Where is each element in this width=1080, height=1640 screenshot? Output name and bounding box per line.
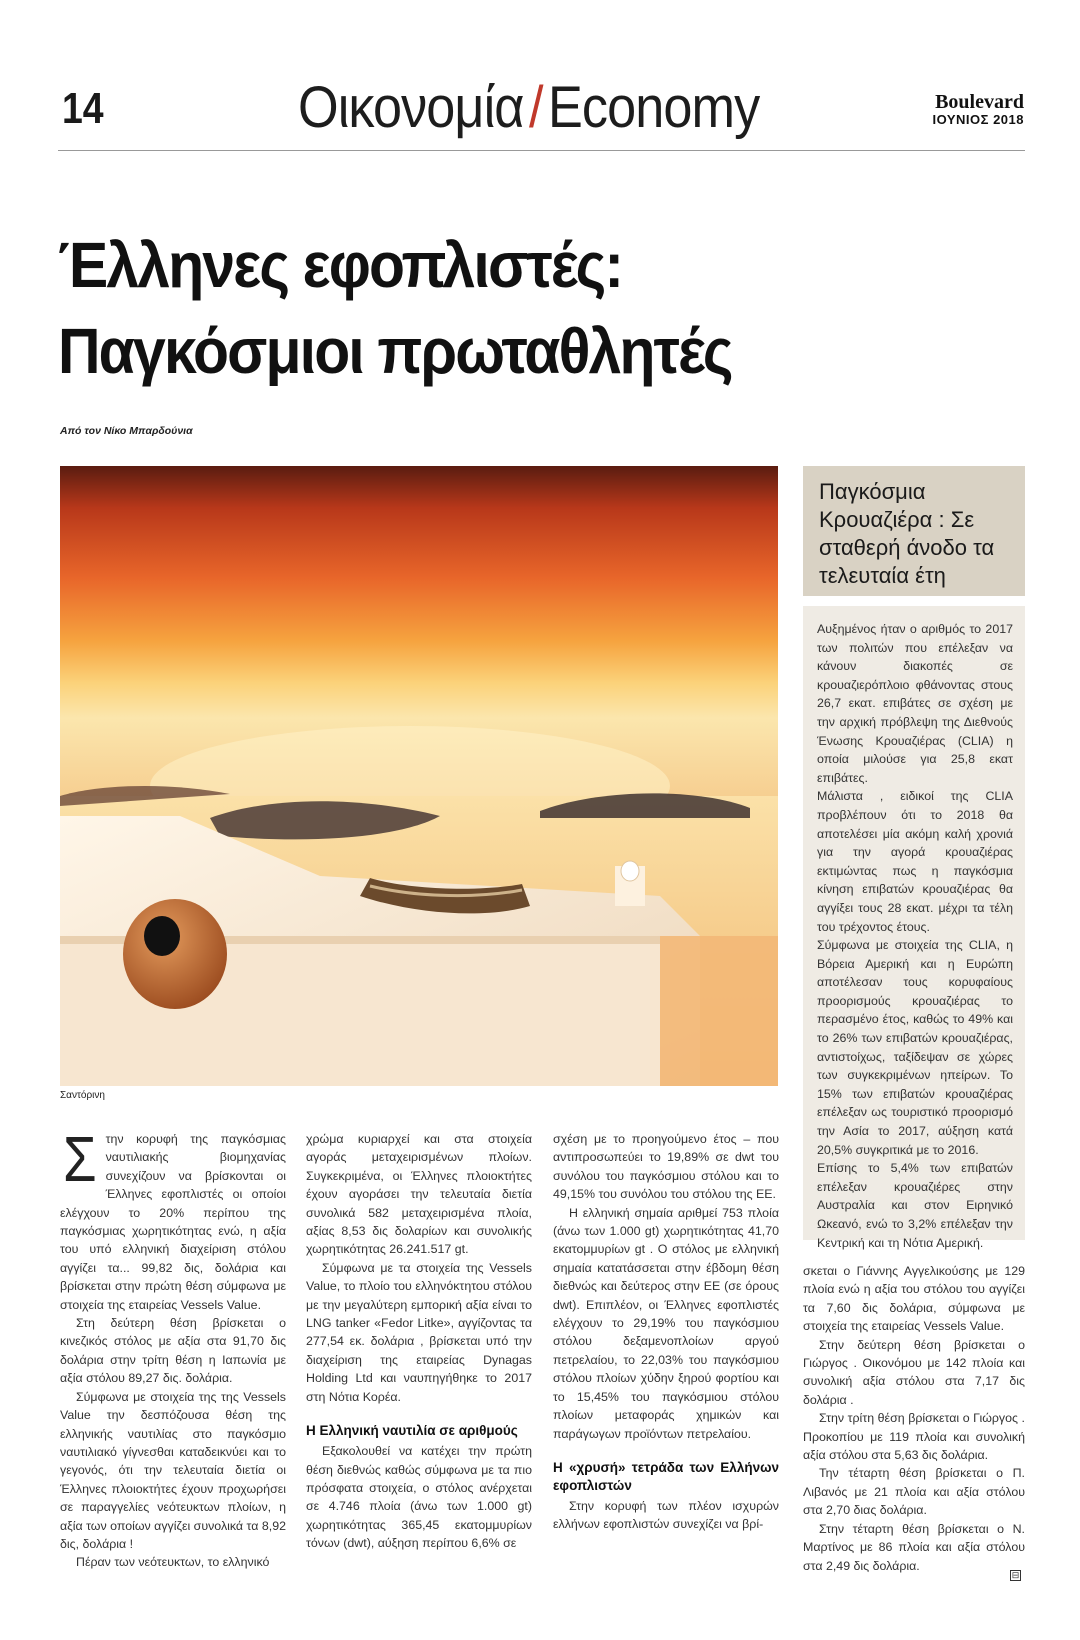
subheading: Η «χρυσή» τετράδα των Ελλήνων εφοπλιστών bbox=[553, 1459, 779, 1493]
body-paragraph: σκεται ο Γιάννης Αγγελικούσης με 129 πλοία ενώ η αξία του στόλου του αγγίζει τα 7,60 δις δολάρια, σύμφωνα με στοιχεία της εταιρείας Vessels Value. bbox=[803, 1264, 1025, 1334]
subheading: Η Ελληνική ναυτιλία σε αριθμούς bbox=[306, 1423, 518, 1439]
amphora bbox=[123, 899, 227, 1009]
end-of-article-icon: ⊟ bbox=[1011, 1570, 1020, 1580]
body-paragraph: Στη δεύτερη θέση βρίσκεται ο κινεζικός στόλος με αξία στα 91,70 δις δολάρια στην τρίτη θέση η Ιαπωνία με αξία στόλου 89,27 δις. δολάρια. bbox=[60, 1316, 286, 1386]
sidebar-paragraph: Επίσης το 5,4% των επιβατών επέλεξαν κρουαζιέρες στην Αυστραλία και στον Ειρηνικό Ωκεανό, ενώ το 3,2% επέλεξαν την Κεντρική και τη Νότια Αμερική. bbox=[817, 1161, 1013, 1250]
article-column-4 bbox=[803, 1262, 1025, 1575]
body-paragraph: Εξακολουθεί να κατέχει την πρώτη θέση διεθνώς καθώς σύμφωνα με τα πιο πρόσφατα στοιχεία, ο στόλος ανέρχεται σε 4.746 πλοία (άνω των 1.000 gt) χωρητικότητας 365,45 εκατομμυρίων τόνων (dwt), αύξηση περίπου 6,6% σε bbox=[306, 1444, 532, 1551]
brand-logo: Boulevard bbox=[935, 91, 1024, 113]
drop-cap: Σ bbox=[62, 1123, 97, 1195]
body-paragraph: Στην δεύτερη θέση βρίσκεται ο Γιώργος . Οικονόμου με 142 πλοία και συνολική αξία στόλου στα 7,17 δις δολάρια . bbox=[803, 1337, 1025, 1407]
headline-line-2: Παγκόσμιοι πρωταθλητές bbox=[58, 315, 732, 387]
article-column-1 bbox=[60, 1123, 286, 1572]
brand-block bbox=[933, 92, 1024, 127]
section-title bbox=[298, 74, 759, 141]
body-paragraph: σχέση με το προηγούμενο έτος – που αντιπροσωπεύει το 19,89% σε dwt του συνόλου του παγκόσμιου στόλου και το 49,15% του συνόλου του στόλου της ΕΕ. bbox=[553, 1132, 779, 1202]
body-paragraph: Σύμφωνα με τα στοιχεία της Vessels Value, το πλοίο του ελληνόκτητου στόλου με την μεγαλύτερη εμπορική αξία είναι το LNG tanker «Fedor Litke», αγγίζοντας τα 277,54 εκ. δολάρια , βρίσκεται υπό την διαχείριση της εταιρείας Dynagas Holding Ltd και ναυπηγήθηκε το 2017 στη Νότια Κορέα. bbox=[306, 1260, 532, 1404]
article-column-3 bbox=[553, 1130, 779, 1534]
headline-line-1: Έλληνες εφοπλιστές: bbox=[58, 229, 623, 301]
sidebar-paragraph: Μάλιστα , ειδικοί της CLIA προβλέπουν ότι το 2018 θα αποτελέσει μία ακόμη καλή χρονιά για την αγορά κρουαζιέρας εκτιμώντας πως η παγκόσμια κίνηση επιβατών κρουαζιέρας θα αγγίξει τους 28 εκατ. μέχρι τα τέλη του τρέχοντος έτους. bbox=[817, 789, 1013, 934]
sidebar-title: Παγκόσμια Κρουαζιέρα : Σε σταθερή άνοδο τα τελευταία έτη bbox=[819, 479, 995, 588]
sidebar-header bbox=[803, 466, 1025, 596]
body-paragraph: Η ελληνική σημαία αριθμεί 753 πλοία (άνω των 1.000 gt) χωρητικότητας 41,70 εκατομμυρίων gt . Ο στόλος με ελληνική σημαία κατατάσσεται στην έβδομη θέση διεθνώς και δεύτερος στην ΕΕ (σε όρους dwt). Επιπλέον, οι Έλληνες εφοπλιστές ελέγχουν το 29,19% του παγκόσμιου στόλου δεξαμενοπλοίων αργού πετρελαίου, το 22,03% του παγκόσμιου στόλου πλοίων χύδην ξηρού φορτίου και το 15,45% του παγκόσμιου στόλου πλοίων μεταφοράς χημικών και παράγωγων προϊόντων πετρελαίου. bbox=[553, 1205, 779, 1441]
santorini-sunset-photo bbox=[60, 466, 778, 1086]
sidebar-paragraph: Σύμφωνα με στοιχεία της CLIA, η Βόρεια Αμερική και η Ευρώπη αποτέλεσαν τους κορυφαίους προορισμούς κρουαζιέρας το περασμένο έτος, καθώς το 49% και το 26% των επιβατών κρουαζιέρας, αντιστοίχως, ταξίδεψαν σε χώρες των συγκεκριμένων ηπείρων. Το 15% των επιβατών κρουαζιέρας επέλεξαν ως τουριστικό προορισμό την Ασία το 2017, αύξηση κατά 20,5% συγκριτικά με το 2016. bbox=[817, 938, 1013, 1157]
photo-caption: Σαντόρινη bbox=[60, 1090, 105, 1101]
body-paragraph: Πέραν των νεότευκτων, το ελληνικό bbox=[76, 1555, 270, 1570]
byline: Από τον Νίκο Μπαρδούνια bbox=[60, 425, 193, 437]
page-number: 14 bbox=[62, 84, 104, 133]
issue-date: ΙΟΥΝΙΟΣ 2018 bbox=[932, 112, 1024, 127]
body-paragraph: Σύμφωνα με στοιχεία της της Vessels Value την δεσπόζουσα θέση της ελληνικής ναυτιλίας στο παγκόσμιο ναυτιλιακό γίγνεσθαι καταδεικνύει και το γεγονός, ότι την τελευταία διετία οι Έλληνες πλοιοκτήτες έχουν προχωρήσει σε παραγγελίες νεότευκτων πλοίων, η αξία των οποίων αγγίζει συνολικά τα 8,92 δις, δολάρια ! bbox=[60, 1389, 286, 1551]
article-column-2 bbox=[306, 1130, 532, 1553]
sidebar-body bbox=[803, 606, 1025, 1250]
body-paragraph: Στην τρίτη θέση βρίσκεται ο Γιώργος . Προκοπίου με 119 πλοία και συνολική αξία στόλου στα 5,63 δις δολάρια. bbox=[803, 1411, 1025, 1463]
body-paragraph: την κορυφή της παγκόσμιας ναυτιλιακής βιομηχανίας συνεχίζουν να βρίσκονται οι Έλληνες εφοπλιστές οι οποίοι ελέγχουν το 20% περίπου της παγκόσμιας χωρητικότητας ενώ, η αξία του υπό ελληνική διαχείριση στόλου αγγίζει τα... 99,82 δις, δολάρια και βρίσκεται στην πρώτη θέση σύμφωνα με στοιχεία της εταιρείας Vessels Value. bbox=[60, 1132, 286, 1312]
body-paragraph: Στην κορυφή των πλέον ισχυρών ελλήνων εφοπλιστών συνεχίζει να βρί- bbox=[553, 1498, 779, 1532]
section-title-greek: Οικονομία bbox=[298, 75, 524, 140]
section-title-english: Economy bbox=[547, 75, 760, 140]
body-paragraph: Την τέταρτη θέση βρίσκεται ο Π. Λιβανός με 21 πλοία και αξία στόλου στα 2,70 διας δολάρια. bbox=[803, 1466, 1025, 1518]
sidebar-paragraph: Αυξημένος ήταν ο αριθμός το 2017 των πολιτών που επέλεξαν να κάνουν διακοπές σε κρουαζιερόπλοιο φθάνοντας στους 26,7 εκατ. επιβάτες σε σχέση με την αρχική πρόβλεψη της Διεθνούς Ένωσης Κρουαζιέρας (CLIA) η οποία μιλούσε για 25,8 εκατ επιβάτες. bbox=[817, 622, 1013, 785]
section-title-slash: / bbox=[528, 75, 543, 140]
body-paragraph: Στην τέταρτη θέση βρίσκεται ο Ν. Μαρτίνος με 86 πλοία και αξία στόλου στα 2,49 δις δολάρια. bbox=[803, 1521, 1025, 1573]
article-headline bbox=[58, 222, 886, 394]
header-divider bbox=[58, 150, 1025, 151]
body-paragraph: χρώμα κυριαρχεί και στα στοιχεία αγοράς μεταχειρισμένων πλοίων. Συγκεκριμένα, οι Έλληνες πλοιοκτήτες έχουν αγοράσει την τελευταία διετία συνολικά 582 μεταχειρισμένα πλοία, αξίας 8,53 δις δολαρίων και συνολικής χωρητικότητας 26.241.517 gt. bbox=[306, 1132, 532, 1257]
